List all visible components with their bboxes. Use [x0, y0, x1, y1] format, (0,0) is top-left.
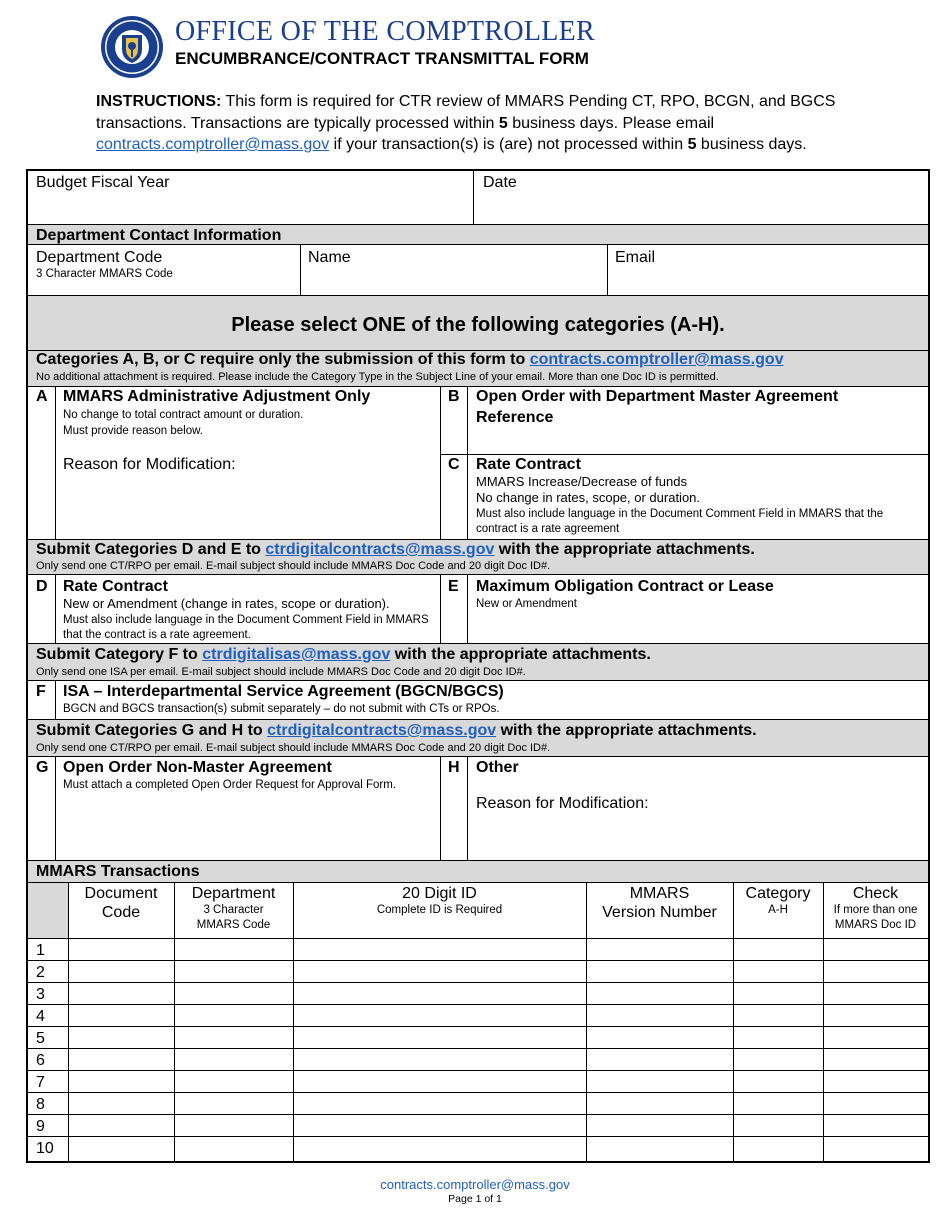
category-d-line2: Must also include language in the Document Comment Field in MMARS: [63, 614, 429, 626]
col-20-digit-id: 20 Digit ID Complete ID is Required: [376, 885, 503, 916]
transactions-header: MMARS Transactions: [36, 863, 200, 880]
row-number: 4: [36, 1008, 45, 1025]
row-number: 8: [36, 1096, 45, 1113]
gh-instructions: Submit Categories G and H to ctrdigitalcontracts@mass.gov with the appropriate attachments.: [36, 722, 757, 739]
col-check: Check If more than one MMARS Doc ID: [833, 885, 918, 931]
row-number: 6: [36, 1052, 45, 1069]
office-title: OFFICE OF THE COMPTROLLER: [175, 16, 596, 47]
category-h-title: Other: [476, 759, 519, 776]
category-a-letter: A: [36, 388, 48, 405]
de-instructions: Submit Categories D and E to ctrdigitalcontracts@mass.gov with the appropriate attachments.: [36, 541, 755, 558]
category-g-title: Open Order Non-Master Agreement: [63, 759, 332, 776]
dept-contact-header: Department Contact Information: [36, 227, 282, 244]
abc-note: No additional attachment is required. Please include the Category Type in the Subject Line of your email. More than one Doc ID is permitted.: [36, 371, 719, 383]
f-instructions: Submit Category F to ctrdigitalisas@mass.gov with the appropriate attachments.: [36, 646, 651, 663]
category-g-letter: G: [36, 759, 49, 776]
row-number: 5: [36, 1030, 45, 1047]
row-number-header-band: [28, 882, 68, 938]
budget-fiscal-year-label: Budget Fiscal Year: [36, 174, 170, 191]
col-mmars-version: MMARS Version Number: [602, 885, 717, 921]
category-d-letter: D: [36, 578, 48, 595]
abc-email-link[interactable]: contracts.comptroller@mass.gov: [529, 351, 784, 368]
instructions: INSTRUCTIONS: This form is required for CTR review of MMARS Pending CT, RPO, BCGN, and BGCS transactions. Transactions are typically processed within 5 business days. Please email contracts.comptroller@mass.gov if your transaction(s) is (are) not processed within 5 business days.: [96, 93, 836, 153]
category-a-title: MMARS Administrative Adjustment Only: [63, 388, 371, 405]
de-email-link[interactable]: ctrdigitalcontracts@mass.gov: [265, 541, 495, 558]
de-note: Only send one CT/RPO per email. E-mail subject should include MMARS Doc Code and 20 digit Doc ID#.: [36, 560, 551, 572]
gh-email-link[interactable]: ctrdigitalcontracts@mass.gov: [267, 722, 497, 739]
row-number: 2: [36, 964, 45, 981]
form-title: ENCUMBRANCE/CONTRACT TRANSMITTAL FORM: [175, 49, 589, 68]
category-b-title2: Reference: [476, 409, 554, 426]
f-note: Only send one ISA per email. E-mail subject should include MMARS Doc Code and 20 digit Doc ID#.: [36, 666, 526, 678]
category-b-letter: B: [448, 388, 460, 405]
category-f-letter: F: [36, 683, 46, 700]
category-e-line1: New or Amendment: [476, 598, 577, 610]
category-c-line3: Must also include language in the Document Comment Field in MMARS that the: [476, 508, 884, 520]
form-table: [26, 169, 930, 1163]
category-c-title: Rate Contract: [476, 456, 581, 473]
category-c-letter: C: [448, 456, 460, 473]
category-h-reason: Reason for Modification:: [476, 795, 649, 812]
name-label: Name: [308, 249, 351, 266]
category-h-letter: H: [448, 759, 460, 776]
category-a-line2: Must provide reason below.: [63, 425, 203, 437]
category-e-title: Maximum Obligation Contract or Lease: [476, 578, 774, 595]
footer-email-link[interactable]: contracts.comptroller@mass.gov: [380, 1177, 570, 1192]
category-a-line1: No change to total contract amount or duration.: [63, 409, 304, 421]
category-a-reason: Reason for Modification:: [63, 456, 236, 473]
abc-instructions: Categories A, B, or C require only the submission of this form to contracts.comptroller@mass.gov: [36, 351, 784, 368]
category-e-letter: E: [448, 578, 459, 595]
col-category: Category A-H: [745, 885, 811, 916]
row-number: 1: [36, 942, 45, 959]
dept-code-sublabel: 3 Character MMARS Code: [36, 268, 173, 280]
category-d-title: Rate Contract: [63, 578, 168, 595]
commonwealth-seal-icon: [100, 15, 164, 79]
category-f-line1: BGCN and BGCS transaction(s) submit separately – do not submit with CTs or RPOs.: [63, 703, 500, 715]
row-number: 7: [36, 1074, 45, 1091]
category-d-line1: New or Amendment (change in rates, scope or duration).: [63, 596, 390, 611]
email-label: Email: [615, 249, 656, 266]
row-number: 10: [36, 1140, 54, 1157]
gh-note: Only send one CT/RPO per email. E-mail subject should include MMARS Doc Code and 20 digit Doc ID#.: [36, 742, 551, 754]
category-c-line2: No change in rates, scope, or duration.: [476, 490, 701, 505]
dept-code-label: Department Code: [36, 249, 163, 266]
category-g-line1: Must attach a completed Open Order Request for Approval Form.: [63, 779, 397, 791]
category-b-title: Open Order with Department Master Agreement: [476, 388, 839, 405]
f-email-link[interactable]: ctrdigitalisas@mass.gov: [202, 646, 391, 663]
row-number: 9: [36, 1118, 45, 1135]
category-c-line1: MMARS Increase/Decrease of funds: [476, 474, 687, 489]
date-label: Date: [483, 174, 517, 191]
instructions-email-link[interactable]: contracts.comptroller@mass.gov: [96, 136, 330, 153]
row-number: 3: [36, 986, 45, 1003]
category-f-title: ISA – Interdepartmental Service Agreement (BGCN/BGCS): [63, 683, 504, 700]
category-d-line3: that the contract is a rate agreement.: [63, 629, 251, 641]
select-banner: Please select ONE of the following categories (A-H).: [231, 314, 725, 336]
col-doc-code: Document Code: [84, 885, 158, 921]
category-c-line4: contract is a rate agreement: [476, 523, 620, 535]
col-department: Department 3 Character MMARS Code: [191, 885, 276, 931]
page-number: Page 1 of 1: [448, 1193, 502, 1205]
